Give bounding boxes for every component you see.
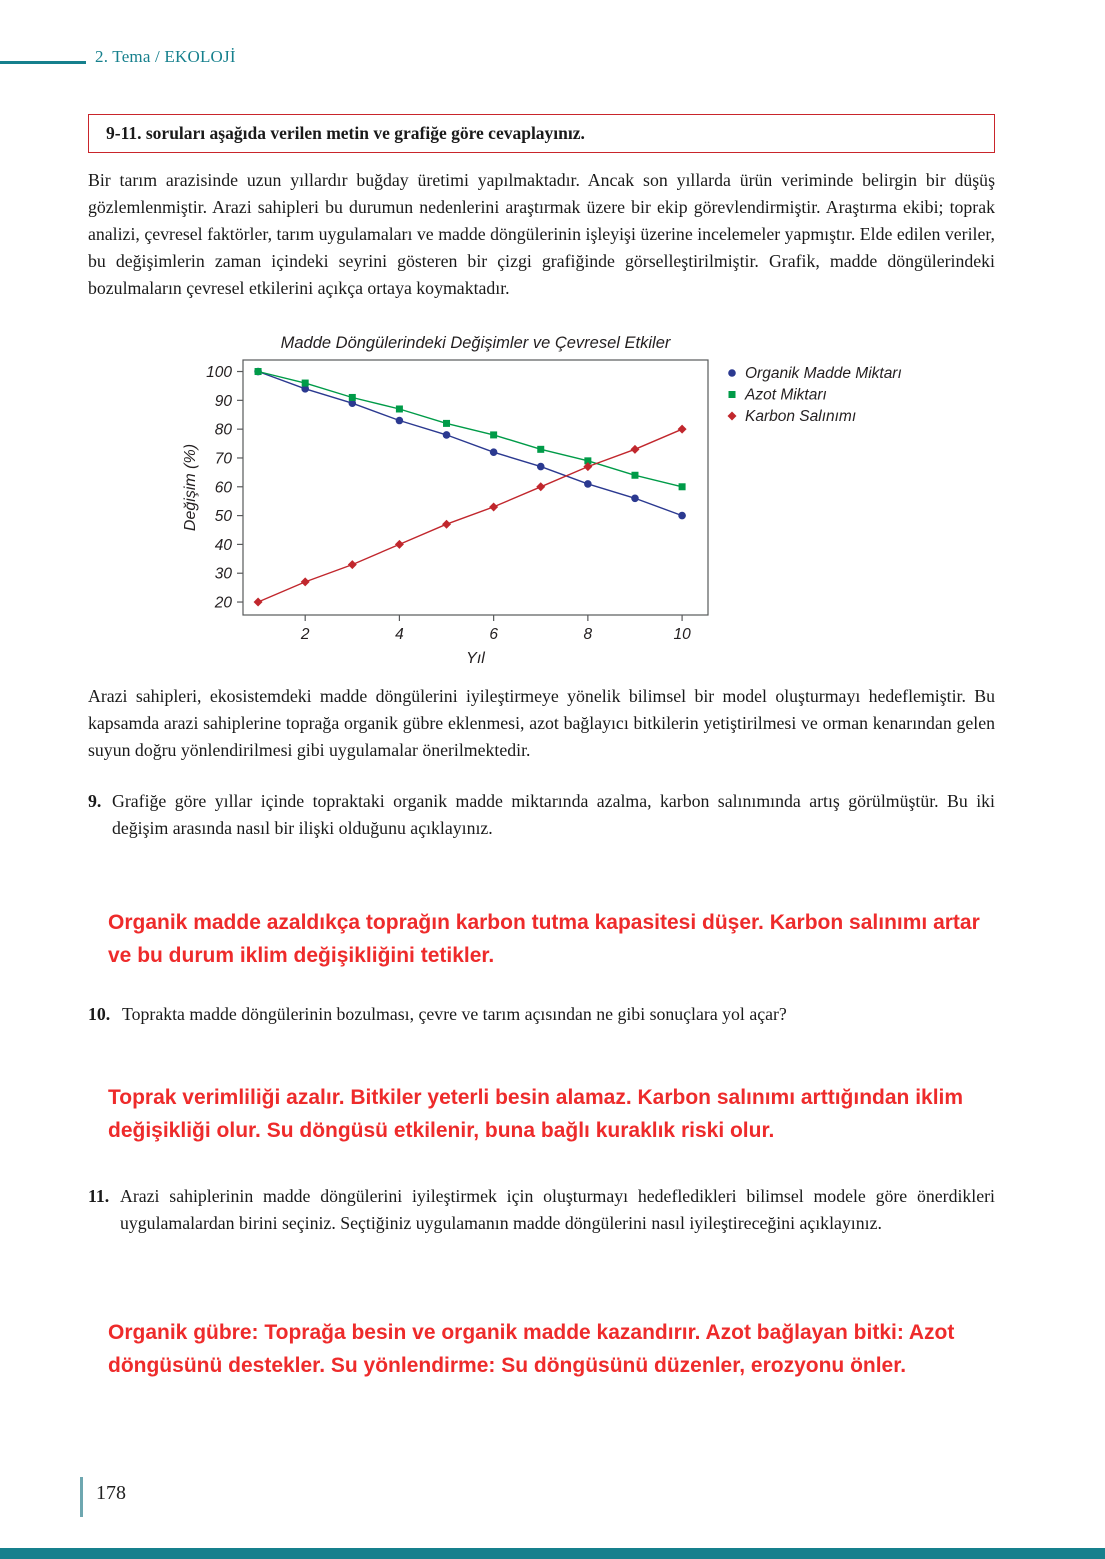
svg-text:2: 2 — [300, 626, 310, 643]
series-line — [258, 372, 682, 516]
instruction-box — [88, 114, 995, 153]
svg-text:70: 70 — [214, 450, 232, 468]
theme-label: 2. Tema / EKOLOJİ — [95, 47, 236, 66]
footer-accent-bar — [80, 1477, 83, 1517]
question-9-text: Grafiğe göre yıllar içinde topraktaki organik madde miktarında azalma, karbon salınımında artış görülmüştür. Bu iki değişim arasında nasıl bir ilişki olduğunu açıklayınız. — [112, 791, 995, 838]
middle-paragraph: Arazi sahipleri, ekosistemdeki madde döngülerini iyileştirmeye yönelik bilimsel bir model oluşturmayı hedeflemiştir. Bu kapsamda arazi sahiplerine toprağa organik gübre eklenmesi, azot bağlayıcı bitkilerin yetiştirilmesi ve orman kenarından gelen suyun doğru yönlendirilmesi gibi uygulamalar önerilmektedir. — [88, 686, 995, 760]
x-axis-label: Yıl — [466, 650, 485, 667]
question-11-answer: Organik gübre: Toprağa besin ve organik madde kazandırır. Azot bağlayan bitki: Azot döngüsünü destekler. Su yönlendirme: Su döngüsünü düzenler, erozyonu önler. — [108, 1321, 955, 1377]
header-rule — [0, 61, 86, 64]
question-11-number: 11. — [88, 1186, 110, 1206]
svg-text:50: 50 — [214, 508, 232, 526]
question-9-answer: Organik madde azaldıkça toprağın karbon tutma kapasitesi düşer. Karbon salınımı artar ve bu durum iklim değişikliğini tetikler. — [108, 911, 980, 967]
svg-text:80: 80 — [214, 421, 232, 439]
svg-text:30: 30 — [214, 565, 232, 583]
legend-label: Azot Miktarı — [745, 386, 827, 404]
series-line — [258, 372, 682, 487]
bottom-band — [0, 1548, 1105, 1559]
svg-text:8: 8 — [583, 626, 593, 643]
question-10-number: 10. — [88, 1004, 111, 1024]
svg-text:4: 4 — [395, 626, 404, 643]
question-10 — [88, 1001, 995, 1028]
question-10-text: Toprakta madde döngülerinin bozulması, çevre ve tarım açısından ne gibi sonuçlara yol açar? — [122, 1004, 787, 1024]
question-10-answer: Toprak verimliliği azalır. Bitkiler yeterli besin alamaz. Karbon salınımı arttığından iklim değişikliği olur. Su döngüsü etkilenir, buna bağlı kuraklık riski olur. — [108, 1086, 964, 1142]
legend-label: Karbon Salınımı — [745, 408, 857, 425]
svg-text:10: 10 — [673, 626, 691, 643]
intro-paragraph: Bir tarım arazisinde uzun yıllardır buğday üretimi yapılmaktadır. Ancak son yıllarda ürün veriminde belirgin bir düşüş gözlemlenmiştir. Arazi sahipleri bu durumun nedenlerini araştırmak üzere bir ekip görevlendirmiştir. Araştırma ekibi; toprak analizi, çevresel faktörler, tarım uygulamaları ve madde döngülerinin işleyişi üzerine incelemeler yapmıştır. Elde edilen veriler, bu değişimlerin zaman içindeki seyrini gösteren bir çizgi grafiğinde görselleştirilmiştir. Grafik, madde döngülerindeki bozulmaların çevresel etkilerini açıkça ortaya koymaktadır. — [88, 170, 995, 298]
page-number: 178 — [96, 1482, 126, 1504]
svg-text:40: 40 — [214, 536, 232, 554]
question-11 — [88, 1183, 995, 1237]
svg-text:6: 6 — [489, 626, 498, 643]
plot-frame — [243, 360, 708, 615]
y-axis-label: Değişim (%) — [182, 443, 199, 532]
legend-label: Organik Madde Miktarı — [745, 365, 902, 382]
question-11-text: Arazi sahiplerinin madde döngülerini iyileştirmek için oluşturmayı hedefledikleri bilimsel modele göre önerdikleri uygulamalardan birini seçiniz. Seçtiğiniz uygulamanın madde döngülerini nasıl iyileştireceğini açıklayınız. — [120, 1186, 995, 1233]
chart-title: Madde Döngülerindeki Değişimler ve Çevresel Etkiler — [280, 334, 671, 352]
question-9-number: 9. — [88, 791, 102, 811]
svg-text:100: 100 — [206, 364, 232, 382]
svg-text:20: 20 — [214, 594, 232, 612]
series-line — [258, 429, 682, 602]
line-chart — [138, 334, 1018, 667]
svg-text:60: 60 — [214, 479, 232, 497]
question-9 — [88, 788, 995, 842]
instruction-text: 9-11. soruları aşağıda verilen metin ve grafiğe göre cevaplayınız. — [106, 123, 585, 143]
svg-text:90: 90 — [214, 392, 232, 410]
